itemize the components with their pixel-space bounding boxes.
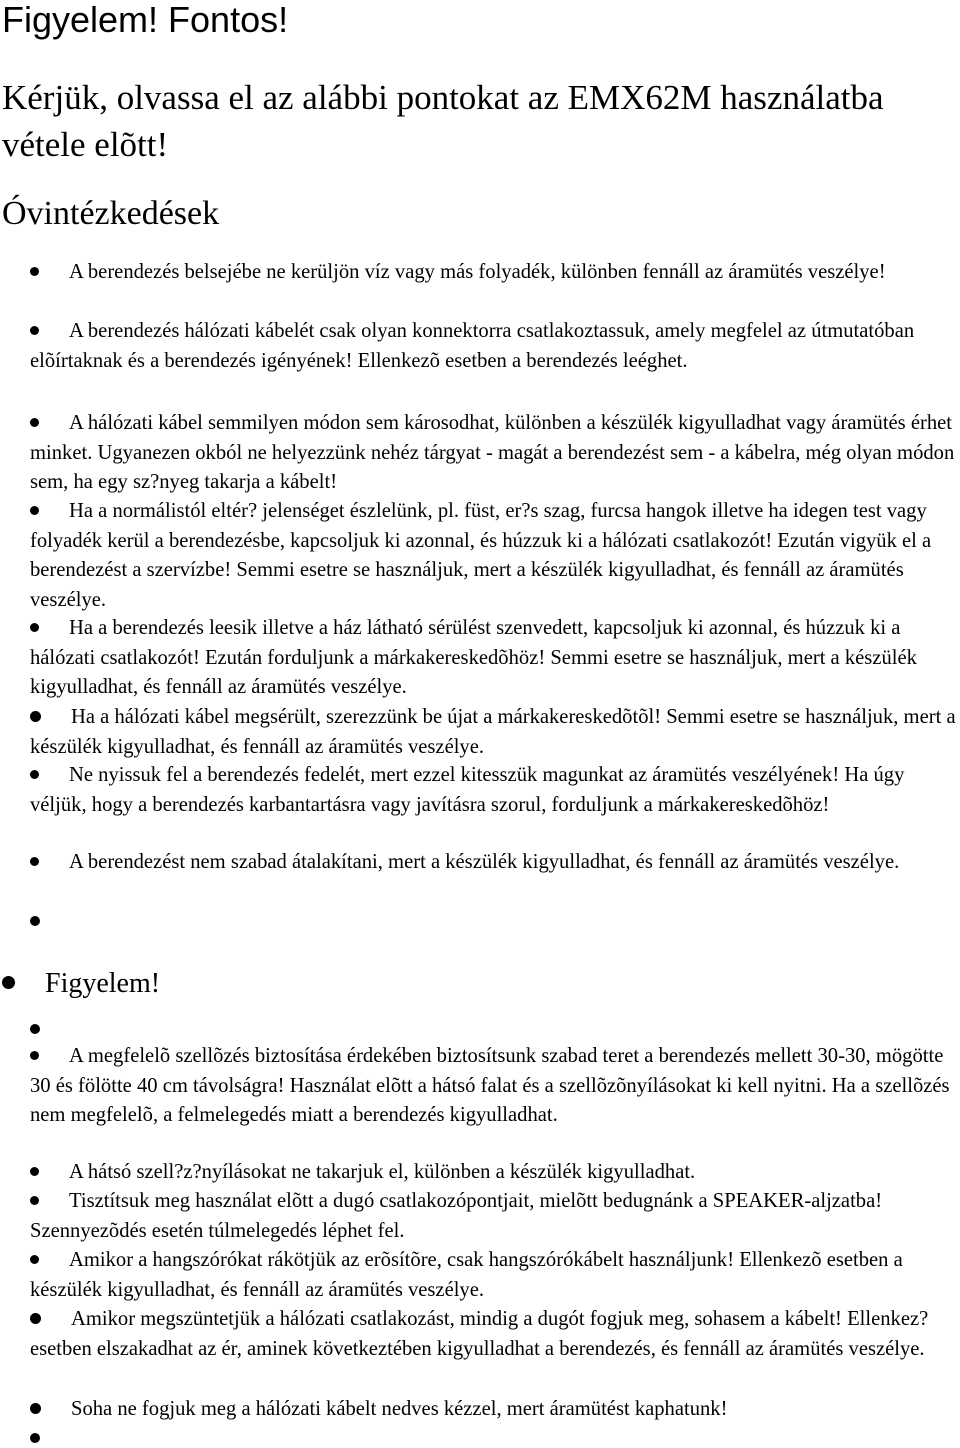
bullet-icon [2, 976, 15, 989]
warning-item: A hálózati kábel semmilyen módon sem károsodhat, különben a készülék kigyulladhat vagy áramütés érhet minket. Ugyanezen okból ne helyezzünk nehéz tárgyat - magát a berendezést sem - a kábelra, még olyan módon sem, ha egy sz?nyeg takarja a kábelt! [30, 412, 955, 494]
document-title: Figyelem! Fontos! [2, 0, 289, 40]
bullet-icon [30, 1167, 39, 1176]
section-heading-attention: Figyelem! [2, 962, 160, 1006]
warning-item: Ne nyissuk fel a berendezés fedelét, mert ezzel kitesszük magunkat az áramütés veszélyének! Ha úgy véljük, hogy a berendezés karbantartásra vagy javításra szorul, forduljunk a márkakereskedõhöz! [30, 764, 905, 816]
caution-item: Amikor megszüntetjük a hálózati csatlakozást, mindig a dugót fogjuk meg, sohasem a kábelt! Ellenkez? esetben elszakadhat az ér, aminek következtében kigyulladhat a berendezés, és fennáll az áramütés veszélye. [30, 1308, 929, 1360]
bullet-icon [30, 770, 39, 779]
section-heading-precautions: Óvintézkedések [2, 195, 220, 232]
bullet-icon [30, 267, 39, 276]
caution-item: A hátsó szell?z?nyílásokat ne takarjuk el, különben a készülék kigyulladhat. [30, 1158, 960, 1188]
bullet-icon [30, 418, 39, 427]
caution-item: Amikor a hangszórókat rákötjük az erõsítõre, csak hangszórókábelt használjunk! Ellenkezõ esetben a készülék kigyulladhat, és fennáll az áramütés veszélye. [30, 1249, 903, 1301]
warning-item: Ha a hálózati kábel megsérült, szerezzünk be újat a márkakereskedõtõl! Semmi esetre se használjuk, mert a készülék kigyulladhat, és fennáll az áramütés veszélye. [30, 706, 956, 758]
warning-item: Ha a berendezés leesik illetve a ház látható sérülést szenvedett, kapcsoljuk ki azonnal, és húzzuk ki a hálózati csatlakozót! Ezután forduljunk a márkakereskedõhöz! Semmi esetre se használjuk, mert a készülék kigyulladhat, és fennáll az áramütés veszélye. [30, 617, 917, 699]
caution-item: A megfelelõ szellõzés biztosítása érdekében biztosítsunk szabad teret a berendezés mellett 30-30, mögötte 30 és fölötte 40 cm távolságra! Használat elõtt a hátsó falat és a szellõzõnyílásokat ki kell nyitni. Ha a szellõzés nem megfelelõ, a felmelegedés miatt a berendezés kigyulladhat. [30, 1045, 950, 1127]
caution-item: Tisztítsuk meg használat elõtt a dugó csatlakozópontjait, mielõtt bedugnánk a SPEAKER-aljzatba! Szennyezõdés esetén túlmelegedés léphet fel. [30, 1190, 883, 1242]
bullet-icon [30, 1255, 39, 1264]
bullet-icon [30, 1051, 39, 1060]
bullet-icon [30, 857, 39, 866]
warning-item: A berendezés hálózati kábelét csak olyan konnektorra csatlakoztassuk, amely megfelel az útmutatóban elõírtaknak és a berendezés igényének! Ellenkezõ esetben a berendezés leéghet. [30, 320, 915, 372]
bullet-icon [30, 1196, 39, 1205]
bullet-icon [30, 1313, 41, 1324]
bullet-icon [30, 1024, 40, 1034]
bullet-icon [30, 623, 39, 632]
document-subtitle: Kérjük, olvassa el az alábbi pontokat az EMX62M használatba vétele elõtt! [2, 78, 884, 164]
bullet-icon [30, 506, 39, 515]
caution-item: Soha ne fogjuk meg a hálózati kábelt nedves kézzel, mert áramütést kaphatunk! [30, 1395, 960, 1425]
warning-item: A berendezést nem szabad átalakítani, mert a készülék kigyulladhat, és fennáll az áramütés veszélye. [30, 848, 960, 878]
bullet-icon [30, 1403, 41, 1414]
warning-item: Ha a normálistól eltér? jelenséget észlelünk, pl. füst, er?s szag, furcsa hangok illetve ha idegen test vagy folyadék kerül a berendezésbe, kapcsoljuk ki azonnal, és húzzuk ki a hálózati csatlakozót! Ezután vigyük el a berendezést a szervízbe! Semmi esetre se használjuk, mert a készülék kigyulladhat, és fennáll az áramütés veszélye. [30, 500, 932, 611]
bullet-icon [30, 916, 40, 926]
warning-item: A berendezés belsejébe ne kerüljön víz vagy más folyadék, különben fennáll az áramütés veszélye! [30, 258, 960, 288]
bullet-icon [30, 326, 39, 335]
bullet-icon [30, 1433, 40, 1443]
bullet-icon [30, 711, 41, 722]
